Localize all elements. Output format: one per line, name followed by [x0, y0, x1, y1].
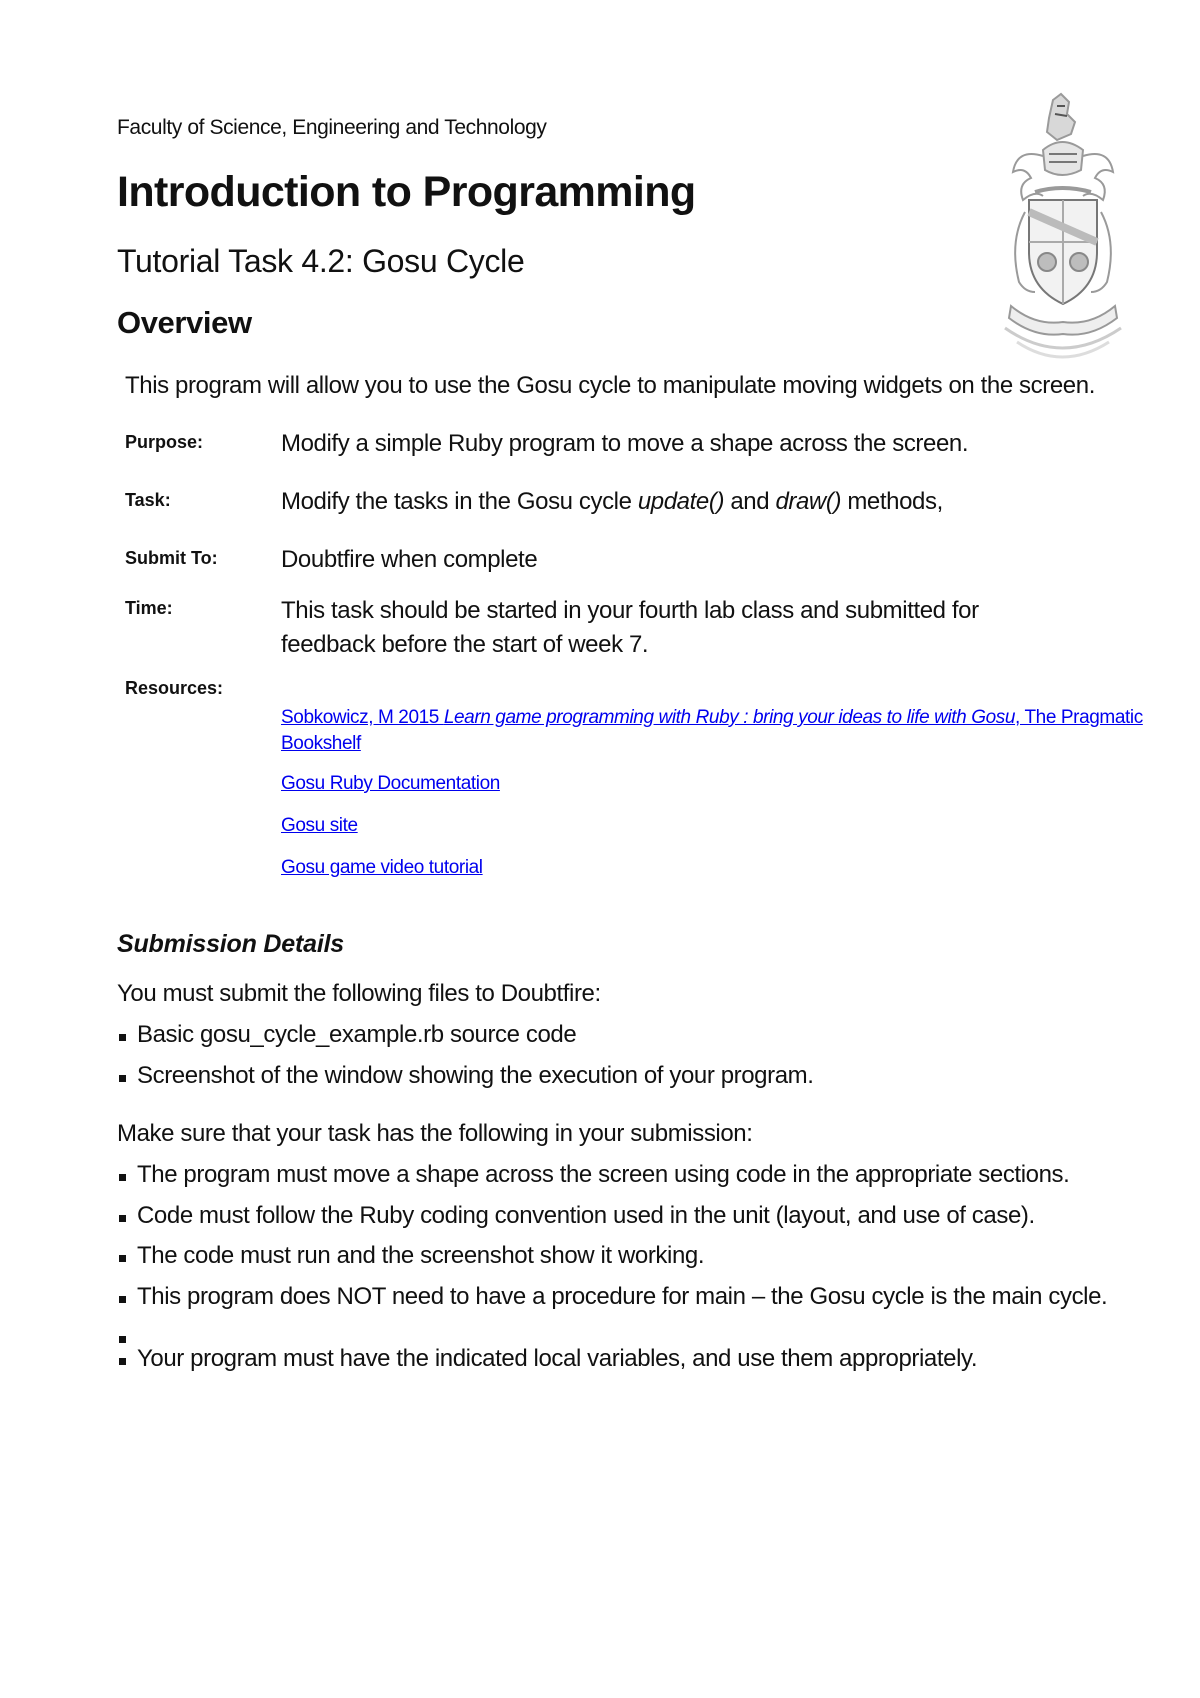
list-item-text: Basic gosu_cycle_example.rb source code	[137, 1021, 577, 1048]
task-label: Task:	[125, 490, 171, 510]
bullet-icon	[119, 1215, 126, 1222]
book-publisher: , The Pragmatic	[1015, 707, 1143, 728]
list-item-text: This program does NOT need to have a procedure for main – the Gosu cycle is the main cycle.	[137, 1282, 1108, 1310]
university-crest-icon	[995, 92, 1130, 362]
checklist-intro: Make sure that your task has the following in your submission:	[117, 1120, 753, 1147]
book-author: Sobkowicz, M 2015	[281, 707, 444, 728]
list-item	[117, 1344, 1107, 1385]
overview-heading: Overview	[117, 305, 252, 340]
task-subtitle: Tutorial Task 4.2: Gosu Cycle	[117, 243, 525, 279]
resource-link-video[interactable]: Gosu game video tutorial	[281, 857, 483, 878]
book-title: Learn game programming with Ruby : bring your ideas to life with Gosu	[443, 707, 1016, 728]
task-value	[281, 485, 943, 519]
list-item	[117, 1020, 814, 1061]
list-item-text: Screenshot of the window showing the execution of your program.	[137, 1061, 814, 1089]
list-item	[117, 1322, 1107, 1344]
faculty-name: Faculty of Science, Engineering and Technology	[117, 116, 547, 139]
submission-heading: Submission Details	[117, 930, 345, 958]
bullet-icon	[119, 1358, 126, 1365]
resource-link-book-cont[interactable]: Bookshelf	[281, 733, 361, 754]
files-intro: You must submit the following files to Doubtfire:	[117, 980, 601, 1007]
task-text-and: and	[724, 488, 776, 515]
list-item-text: The program must move a shape across the screen using code in the appropriate sections.	[137, 1161, 1070, 1188]
time-value-line1: This task should be started in your fourth lab class and submitted for	[281, 597, 979, 624]
list-item	[117, 1160, 1107, 1201]
bullet-icon	[119, 1255, 126, 1262]
bullet-icon	[119, 1296, 126, 1303]
submit-to-value: Doubtfire when complete	[281, 546, 538, 573]
list-item-text: Code must follow the Ruby coding convention used in the unit (layout, and use of case).	[137, 1201, 1035, 1229]
bullet-icon	[119, 1034, 126, 1041]
list-item-text: The code must run and the screenshot show it working.	[137, 1242, 705, 1270]
list-item	[117, 1201, 1107, 1242]
time-label: Time:	[125, 598, 173, 618]
resource-link-site[interactable]: Gosu site	[281, 815, 358, 836]
purpose-label: Purpose:	[125, 432, 204, 452]
list-item	[117, 1282, 1107, 1323]
task-update-method: update()	[637, 488, 725, 515]
time-value-line2: feedback before the start of week 7.	[281, 631, 649, 658]
list-item-text: Your program must have the indicated local variables, and use them appropriately.	[137, 1345, 978, 1373]
bullet-icon	[119, 1075, 126, 1082]
page-title: Introduction to Programming	[117, 168, 696, 216]
resource-link-docs[interactable]: Gosu Ruby Documentation	[281, 773, 500, 794]
bullet-icon	[119, 1336, 126, 1343]
purpose-value: Modify a simple Ruby program to move a shape across the screen.	[281, 430, 969, 457]
list-item	[117, 1061, 814, 1102]
task-draw-method: draw()	[775, 488, 842, 515]
bullet-icon	[119, 1174, 126, 1181]
list-item	[117, 1241, 1107, 1282]
checklist-list	[117, 1160, 1107, 1385]
resource-link-book[interactable]	[281, 705, 1143, 731]
submit-to-label: Submit To:	[125, 548, 218, 568]
overview-intro: This program will allow you to use the Gosu cycle to manipulate moving widgets on the screen.	[125, 372, 1095, 399]
resources-label: Resources:	[125, 678, 224, 698]
files-list	[117, 1020, 814, 1101]
task-text-pre: Modify the tasks in the Gosu cycle	[281, 488, 638, 515]
task-text-post: methods,	[841, 488, 943, 515]
